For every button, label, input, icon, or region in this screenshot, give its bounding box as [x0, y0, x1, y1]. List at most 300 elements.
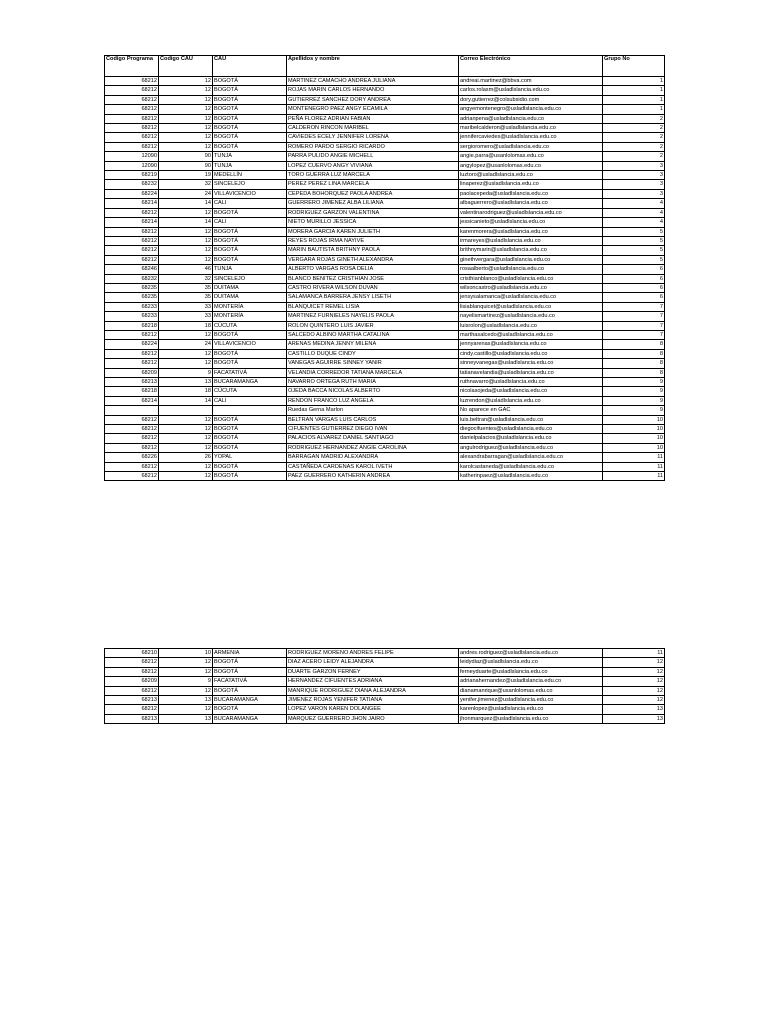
- cell-codigo-programa: 68214: [105, 199, 159, 208]
- cell-cau: BOGOTÁ: [213, 359, 287, 368]
- cell-nombre: MARQUEZ GUERRERO JHON JAIRO: [287, 714, 459, 723]
- cell-nombre: CIFUENTES GUTIERREZ DIEGO IVAN: [287, 425, 459, 434]
- cell-codigo-cau: 9: [159, 368, 213, 377]
- cell-cau: BUCARAMANGA: [213, 696, 287, 705]
- cell-grupo: 10: [603, 415, 665, 424]
- table-row: [105, 114, 665, 123]
- cell-grupo: 5: [603, 236, 665, 245]
- cell-correo: andreai.martinez@bbva.com: [459, 77, 603, 86]
- cell-grupo: 13: [603, 705, 665, 714]
- cell-correo: luis.beltran@usladlslancia.edu.co: [459, 415, 603, 424]
- cell-grupo: 5: [603, 227, 665, 236]
- cell-cau: FACATATIVÁ: [213, 677, 287, 686]
- cell-codigo-programa: 68233: [105, 312, 159, 321]
- cell-codigo-cau: 35: [159, 293, 213, 302]
- cell-nombre: CAVIEDES ECELY JENNIFER LORENA: [287, 133, 459, 142]
- cell-grupo: 3: [603, 171, 665, 180]
- cell-grupo: 11: [603, 462, 665, 471]
- table-row: [105, 359, 665, 368]
- cell-grupo: 2: [603, 142, 665, 151]
- cell-nombre: RODRIGUEZ MORENO ANDRES FELIPE: [287, 649, 459, 658]
- table-row: [105, 86, 665, 95]
- cell-grupo: 7: [603, 330, 665, 339]
- cell-grupo: 6: [603, 283, 665, 292]
- cell-correo: ruthnavarro@usladlslancia.edu.co: [459, 378, 603, 387]
- cell-nombre: ROLON QUINTERO LUIS JAVIER: [287, 321, 459, 330]
- cell-codigo-cau: 12: [159, 227, 213, 236]
- table-row: [105, 236, 665, 245]
- cell-nombre: LOPEZ CUERVO ANGY VIVIANA: [287, 161, 459, 170]
- cell-codigo-cau: 12: [159, 472, 213, 481]
- cell-codigo-programa: 68212: [105, 236, 159, 245]
- cell-codigo-programa: 12090: [105, 152, 159, 161]
- cell-cau: BOGOTÁ: [213, 124, 287, 133]
- table-row: [105, 462, 665, 471]
- table-row: [105, 274, 665, 283]
- cell-cau: BOGOTÁ: [213, 667, 287, 676]
- header-codigo-cau: Codigo CAU: [159, 56, 213, 77]
- cell-cau: SINCELEJO: [213, 274, 287, 283]
- cell-codigo-cau: 12: [159, 667, 213, 676]
- cell-nombre: VANEGAS AGUIRRE SINNEY YANIR: [287, 359, 459, 368]
- cell-codigo-programa: 68212: [105, 443, 159, 452]
- students-table-continued: [104, 648, 665, 724]
- cell-correo: jennifercaviedes@usladlslancia.edu.co: [459, 133, 603, 142]
- cell-codigo-cau: 12: [159, 705, 213, 714]
- cell-codigo-programa: 68212: [105, 359, 159, 368]
- cell-correo: jennyarenas@usladlslancia.edu.co: [459, 340, 603, 349]
- table-row: [105, 443, 665, 452]
- cell-codigo-cau: 19: [159, 171, 213, 180]
- cell-cau: BOGOTÁ: [213, 425, 287, 434]
- cell-nombre: BLANQUICET REMEL LISIA: [287, 302, 459, 311]
- cell-codigo-programa: 68212: [105, 686, 159, 695]
- cell-codigo-cau: 32: [159, 180, 213, 189]
- cell-correo: sinneyvanegas@usladlslancia.edu.co: [459, 359, 603, 368]
- cell-grupo: 12: [603, 696, 665, 705]
- cell-nombre: GUERRERO JIMENEZ ALBA LILIANA: [287, 199, 459, 208]
- cell-codigo-programa: 68212: [105, 105, 159, 114]
- cell-nombre: PAEZ GUERRERO KATHERIN ANDREA: [287, 472, 459, 481]
- header-apellidos-nombre: Apellidos y nombre: [287, 56, 459, 77]
- cell-correo: dory.gutierrez@colsubsidio.com: [459, 95, 603, 104]
- cell-grupo: 6: [603, 293, 665, 302]
- cell-correo: jensysalamanca@usladlslancia.edu.co: [459, 293, 603, 302]
- cell-nombre: MORERA GARCIA KAREN JULIETH: [287, 227, 459, 236]
- cell-cau: [213, 406, 287, 415]
- cell-codigo-programa: 68246: [105, 265, 159, 274]
- cell-grupo: 8: [603, 340, 665, 349]
- cell-correo: jessicanieto@usladlslancia.edu.co: [459, 218, 603, 227]
- cell-codigo-cau: 90: [159, 152, 213, 161]
- table-row: [105, 255, 665, 264]
- cell-codigo-cau: 12: [159, 236, 213, 245]
- cell-grupo: 8: [603, 349, 665, 358]
- cell-codigo-cau: 12: [159, 114, 213, 123]
- cell-nombre: ROJAS MARIN CARLOS HERNANDO: [287, 86, 459, 95]
- cell-grupo: 1: [603, 95, 665, 104]
- cell-grupo: 10: [603, 425, 665, 434]
- cell-nombre: CALDERON RINCON MARIBEL: [287, 124, 459, 133]
- cell-codigo-programa: 68212: [105, 255, 159, 264]
- cell-codigo-programa: 68233: [105, 302, 159, 311]
- cell-cau: BOGOTÁ: [213, 705, 287, 714]
- cell-grupo: 5: [603, 255, 665, 264]
- table-row: [105, 124, 665, 133]
- cell-nombre: ROMERO PARDO SERGIO RICARDO: [287, 142, 459, 151]
- cell-codigo-programa: 68209: [105, 368, 159, 377]
- cell-correo: ginethvergara@usladlslancia.edu.co: [459, 255, 603, 264]
- cell-grupo: 6: [603, 265, 665, 274]
- cell-grupo: 9: [603, 387, 665, 396]
- table-row: [105, 246, 665, 255]
- cell-correo: albaguerrero@usladlslancia.edu.co: [459, 199, 603, 208]
- cell-nombre: RODRIGUEZ HERNANDEZ ANGIE CAROLINA: [287, 443, 459, 452]
- cell-cau: TUNJA: [213, 152, 287, 161]
- table-row: [105, 425, 665, 434]
- cell-codigo-cau: 12: [159, 95, 213, 104]
- cell-codigo-programa: 68235: [105, 293, 159, 302]
- table-row: [105, 208, 665, 217]
- cell-cau: BOGOTÁ: [213, 686, 287, 695]
- cell-codigo-programa: 68214: [105, 218, 159, 227]
- cell-nombre: RENDON FRANCO LUZ ANGELA: [287, 396, 459, 405]
- cell-grupo: 11: [603, 649, 665, 658]
- cell-codigo-programa: 68212: [105, 425, 159, 434]
- cell-correo: luzrendon@usladlslancia.edu.co: [459, 396, 603, 405]
- cell-codigo-cau: 9: [159, 677, 213, 686]
- cell-nombre: MONTENEGRO PAEZ ANGY ECAMILA: [287, 105, 459, 114]
- cell-correo: karenlopez@usladlslancia.edu.co: [459, 705, 603, 714]
- cell-correo: nicolasojeda@usladlslancia.edu.co: [459, 387, 603, 396]
- cell-cau: CALI: [213, 396, 287, 405]
- cell-codigo-cau: 13: [159, 378, 213, 387]
- cell-codigo-cau: 24: [159, 189, 213, 198]
- cell-correo: danielpalacios@usladlslancia.edu.co: [459, 434, 603, 443]
- table-row: [105, 714, 665, 723]
- cell-codigo-cau: 13: [159, 714, 213, 723]
- cell-codigo-cau: 12: [159, 77, 213, 86]
- cell-nombre: OJEDA BACCA NICOLAS ALBERTO: [287, 387, 459, 396]
- cell-codigo-programa: 68212: [105, 95, 159, 104]
- cell-correo: cristhianblanco@usladlslancia.edu.co: [459, 274, 603, 283]
- cell-codigo-cau: 12: [159, 330, 213, 339]
- table-row: [105, 293, 665, 302]
- cell-correo: leidydiaz@usladlslancia.edu.co: [459, 658, 603, 667]
- cell-correo: yenifer.jimenez@usladlslancia.edu.co: [459, 696, 603, 705]
- cell-nombre: VELANDIA CORREDOR TATIANA MARCELA: [287, 368, 459, 377]
- cell-codigo-programa: 68212: [105, 77, 159, 86]
- cell-codigo-programa: 68212: [105, 124, 159, 133]
- cell-grupo: 8: [603, 359, 665, 368]
- cell-correo: nayelismartinez@usladlslancia.edu.co: [459, 312, 603, 321]
- cell-cau: BOGOTÁ: [213, 236, 287, 245]
- cell-cau: FACATATIVÁ: [213, 368, 287, 377]
- cell-correo: sergioromero@usladlslancia.edu.co: [459, 142, 603, 151]
- cell-cau: CÚCUTA: [213, 321, 287, 330]
- cell-codigo-programa: 68212: [105, 462, 159, 471]
- cell-nombre: BELTRAN VARGAS LUIS CARLOS: [287, 415, 459, 424]
- cell-grupo: 3: [603, 161, 665, 170]
- cell-correo: linaperez@usladlslancia.edu.co: [459, 180, 603, 189]
- groups-table-bottom: [104, 648, 664, 724]
- cell-grupo: 7: [603, 321, 665, 330]
- cell-cau: BOGOTÁ: [213, 227, 287, 236]
- cell-codigo-cau: 90: [159, 161, 213, 170]
- cell-codigo-programa: 68212: [105, 142, 159, 151]
- cell-cau: VILLAVICENCIO: [213, 340, 287, 349]
- table-row: [105, 171, 665, 180]
- cell-nombre: RODRIGUEZ GARZON VALENTINA: [287, 208, 459, 217]
- cell-cau: BOGOTÁ: [213, 95, 287, 104]
- cell-correo: karenmorera@usladlslancia.edu.co: [459, 227, 603, 236]
- cell-codigo-cau: 24: [159, 340, 213, 349]
- table-row: [105, 265, 665, 274]
- cell-codigo-cau: 12: [159, 86, 213, 95]
- cell-grupo: 13: [603, 714, 665, 723]
- cell-codigo-programa: 68218: [105, 387, 159, 396]
- cell-nombre: DIAZ ACERO LEIDY ALEJANDRA: [287, 658, 459, 667]
- cell-codigo-cau: 18: [159, 321, 213, 330]
- cell-codigo-cau: 35: [159, 283, 213, 292]
- table-row: [105, 161, 665, 170]
- cell-correo: andres.rodriguez@usladlslancia.edu.co: [459, 649, 603, 658]
- cell-cau: CALI: [213, 218, 287, 227]
- cell-correo: karolcastaneda@usladlslancia.edu.co: [459, 462, 603, 471]
- cell-codigo-cau: 18: [159, 387, 213, 396]
- cell-codigo-cau: 12: [159, 686, 213, 695]
- cell-grupo: 1: [603, 86, 665, 95]
- cell-codigo-cau: 33: [159, 312, 213, 321]
- cell-codigo-programa: 68209: [105, 677, 159, 686]
- cell-codigo-cau: 12: [159, 142, 213, 151]
- cell-codigo-programa: 68212: [105, 415, 159, 424]
- cell-cau: DUITAMA: [213, 293, 287, 302]
- table-row: [105, 696, 665, 705]
- cell-cau: BOGOTÁ: [213, 133, 287, 142]
- cell-grupo: 7: [603, 312, 665, 321]
- cell-codigo-programa: 68212: [105, 227, 159, 236]
- table-row: [105, 368, 665, 377]
- cell-grupo: 3: [603, 189, 665, 198]
- cell-codigo-cau: 12: [159, 105, 213, 114]
- cell-grupo: 10: [603, 443, 665, 452]
- cell-codigo-cau: 46: [159, 265, 213, 274]
- cell-grupo: 4: [603, 199, 665, 208]
- cell-nombre: PEREZ PEREZ LINA MARCELA: [287, 180, 459, 189]
- cell-cau: BOGOTÁ: [213, 105, 287, 114]
- cell-codigo-programa: 12090: [105, 161, 159, 170]
- cell-nombre: MARIN BAUTISTA BRITHNY PAOLA: [287, 246, 459, 255]
- cell-nombre: ALBERTO VARGAS ROSA DELIA: [287, 265, 459, 274]
- table-row: [105, 95, 665, 104]
- cell-nombre: SALAMANCA BARRERA JENSY LISETH: [287, 293, 459, 302]
- cell-correo: brithnymarin@usladlslancia.edu.co: [459, 246, 603, 255]
- cell-codigo-programa: 68213: [105, 378, 159, 387]
- cell-codigo-programa: 68210: [105, 649, 159, 658]
- cell-correo: dianamanrique@usanlolomas.edu.co: [459, 686, 603, 695]
- cell-codigo-programa: 68226: [105, 453, 159, 462]
- cell-correo: jhonmarquez@usladlslancia.edu.co: [459, 714, 603, 723]
- cell-cau: BUCARAMANGA: [213, 378, 287, 387]
- cell-nombre: SALCEDO ALBINO MARTHA CATALINA: [287, 330, 459, 339]
- cell-codigo-cau: 12: [159, 349, 213, 358]
- cell-codigo-cau: 12: [159, 359, 213, 368]
- cell-cau: SINCELEJO: [213, 180, 287, 189]
- cell-cau: BOGOTÁ: [213, 415, 287, 424]
- table-row: [105, 180, 665, 189]
- cell-correo: rosaalberto@usladlslancia.edu.co: [459, 265, 603, 274]
- cell-cau: CÚCUTA: [213, 387, 287, 396]
- cell-codigo-programa: 68213: [105, 696, 159, 705]
- cell-grupo: 12: [603, 658, 665, 667]
- table-row: [105, 321, 665, 330]
- cell-cau: BOGOTÁ: [213, 77, 287, 86]
- cell-codigo-cau: 12: [159, 462, 213, 471]
- table-row: [105, 330, 665, 339]
- table-row: [105, 189, 665, 198]
- cell-cau: MONTERÍA: [213, 312, 287, 321]
- cell-codigo-programa: 68224: [105, 340, 159, 349]
- cell-codigo-programa: 68212: [105, 349, 159, 358]
- table-row: [105, 283, 665, 292]
- cell-correo: angyemontenegro@usladlslancia.edu.co: [459, 105, 603, 114]
- cell-codigo-programa: 68212: [105, 667, 159, 676]
- cell-grupo: 7: [603, 302, 665, 311]
- cell-cau: BUCARAMANGA: [213, 714, 287, 723]
- table-row: [105, 142, 665, 151]
- cell-grupo: 12: [603, 667, 665, 676]
- cell-codigo-programa: 68212: [105, 133, 159, 142]
- cell-codigo-programa: 68212: [105, 246, 159, 255]
- cell-grupo: 9: [603, 406, 665, 415]
- cell-cau: CALI: [213, 199, 287, 208]
- cell-grupo: 4: [603, 208, 665, 217]
- cell-codigo-programa: 68212: [105, 705, 159, 714]
- cell-correo: maribelcalderon@usladlslancia.edu.co: [459, 124, 603, 133]
- cell-codigo-cau: 12: [159, 255, 213, 264]
- cell-codigo-cau: 12: [159, 246, 213, 255]
- cell-nombre: NAVARRO ORTEGA RUTH MARIA: [287, 378, 459, 387]
- cell-cau: VILLAVICENCIO: [213, 189, 287, 198]
- groups-table-top: [104, 55, 664, 481]
- cell-correo: lisiablanquicet@usladlslancia.edu.co: [459, 302, 603, 311]
- cell-nombre: DUARTE GARZON FERNEY: [287, 667, 459, 676]
- cell-codigo-cau: 32: [159, 274, 213, 283]
- cell-correo: valentinarodriguez@usladlslancia.edu.co: [459, 208, 603, 217]
- cell-grupo: 12: [603, 686, 665, 695]
- cell-grupo: 9: [603, 396, 665, 405]
- cell-codigo-cau: 12: [159, 133, 213, 142]
- cell-cau: BOGOTÁ: [213, 658, 287, 667]
- cell-cau: BOGOTÁ: [213, 114, 287, 123]
- cell-correo: paolacepeda@usladlslancia.edu.co: [459, 189, 603, 198]
- cell-correo: angie.parra@usanlolomas.edu.co: [459, 152, 603, 161]
- cell-cau: BOGOTÁ: [213, 86, 287, 95]
- cell-cau: BOGOTÁ: [213, 142, 287, 151]
- cell-correo: tatianavelandia@usladlslancia.edu.co: [459, 368, 603, 377]
- cell-cau: BOGOTÁ: [213, 349, 287, 358]
- cell-grupo: 8: [603, 368, 665, 377]
- cell-cau: DUITAMA: [213, 283, 287, 292]
- cell-cau: ARMENIA: [213, 649, 287, 658]
- cell-correo: irmareyes@usladlslancia.edu.co: [459, 236, 603, 245]
- cell-codigo-cau: 12: [159, 425, 213, 434]
- table-row: [105, 453, 665, 462]
- cell-codigo-programa: 68212: [105, 86, 159, 95]
- cell-nombre: BARRAGAN MADRID ALEXANDRA: [287, 453, 459, 462]
- table-row: [105, 686, 665, 695]
- cell-nombre: MARTINEZ CAMACHO ANDREA JULIANA: [287, 77, 459, 86]
- cell-codigo-cau: [159, 406, 213, 415]
- table-row: [105, 340, 665, 349]
- table-row: [105, 658, 665, 667]
- cell-nombre: TORO GUERRA LUZ MARCELA: [287, 171, 459, 180]
- cell-nombre: GUTIERREZ SANCHEZ DORY ANDREA: [287, 95, 459, 104]
- table-row: [105, 677, 665, 686]
- cell-cau: MEDELLÍN: [213, 171, 287, 180]
- table-row: [105, 105, 665, 114]
- cell-correo: adrianpena@usladlslancia.edu.co: [459, 114, 603, 123]
- cell-nombre: NIETO MURILLO JESSICA: [287, 218, 459, 227]
- cell-grupo: 2: [603, 133, 665, 142]
- cell-correo: cindy.castillo@usladlslancia.edu.co: [459, 349, 603, 358]
- table-row: [105, 649, 665, 658]
- cell-codigo-programa: 68212: [105, 330, 159, 339]
- cell-grupo: 10: [603, 434, 665, 443]
- cell-codigo-programa: [105, 406, 159, 415]
- cell-nombre: LOPEZ VARON KAREN DOLANGEE: [287, 705, 459, 714]
- table-row: [105, 349, 665, 358]
- cell-codigo-cau: 14: [159, 199, 213, 208]
- students-table: [104, 55, 665, 481]
- cell-nombre: CEPEDA BOHORQUEZ PAOLA ANDREA: [287, 189, 459, 198]
- cell-grupo: 2: [603, 114, 665, 123]
- table-row: [105, 378, 665, 387]
- table-row: [105, 77, 665, 86]
- cell-codigo-programa: 68213: [105, 714, 159, 723]
- cell-cau: BOGOTÁ: [213, 330, 287, 339]
- cell-grupo: 5: [603, 246, 665, 255]
- cell-cau: BOGOTÁ: [213, 246, 287, 255]
- cell-grupo: 11: [603, 453, 665, 462]
- cell-codigo-programa: 68212: [105, 208, 159, 217]
- cell-codigo-programa: 68214: [105, 396, 159, 405]
- cell-grupo: 1: [603, 77, 665, 86]
- cell-cau: MONTERÍA: [213, 302, 287, 311]
- cell-grupo: 6: [603, 274, 665, 283]
- cell-grupo: 3: [603, 180, 665, 189]
- table-row: [105, 406, 665, 415]
- cell-nombre: CASTRO RIVERA WILSON DUVAN: [287, 283, 459, 292]
- cell-cau: BOGOTÁ: [213, 472, 287, 481]
- cell-cau: TUNJA: [213, 265, 287, 274]
- cell-nombre: JIMENEZ ROJAS YENIFER TATIANA: [287, 696, 459, 705]
- cell-nombre: PALACIOS ALVAREZ DANIEL SANTIAGO: [287, 434, 459, 443]
- cell-grupo: 2: [603, 152, 665, 161]
- cell-codigo-programa: 68224: [105, 189, 159, 198]
- table-row: [105, 415, 665, 424]
- cell-correo: angulrodriguez@usladlslancia.edu.co: [459, 443, 603, 452]
- cell-codigo-cau: 33: [159, 302, 213, 311]
- cell-cau: BOGOTÁ: [213, 443, 287, 452]
- table-row: [105, 133, 665, 142]
- cell-nombre: ARENAS MEDINA JENNY MILENA: [287, 340, 459, 349]
- cell-codigo-cau: 12: [159, 415, 213, 424]
- cell-codigo-programa: 68232: [105, 274, 159, 283]
- table-row: [105, 705, 665, 714]
- table-row: [105, 302, 665, 311]
